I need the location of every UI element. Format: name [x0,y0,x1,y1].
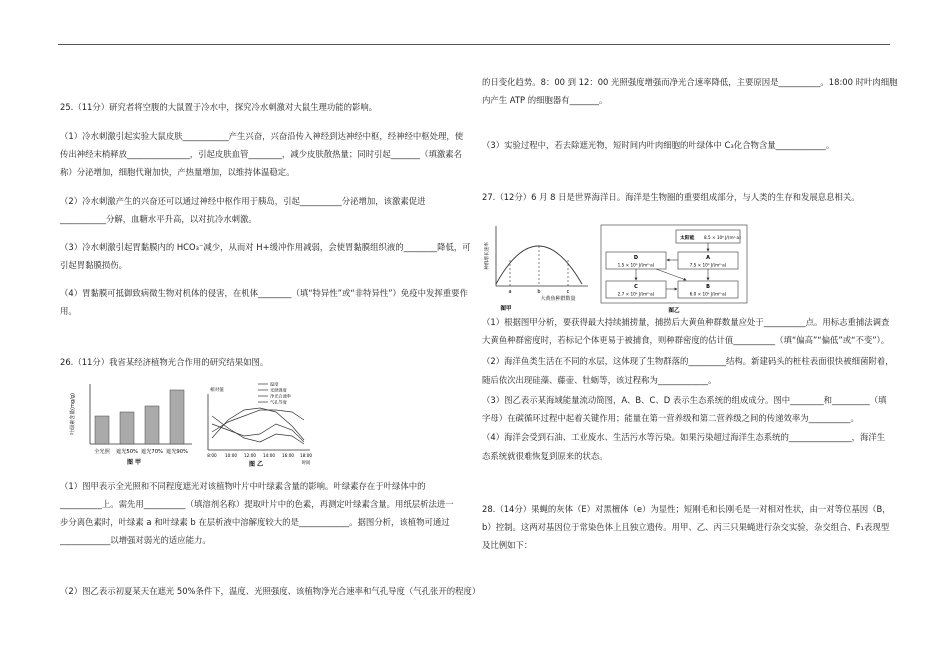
e-A-value: 7.5 × 10⁶ J/(m²·a) [689,262,727,268]
q27-p1-line1: （1）根据图甲分析，要获得最大持续捕捞量，捕捞后大黄鱼种群数量应处于__________点。用标志重捕法调查 [482,317,890,327]
e-caption: 图乙 [668,308,680,314]
q25-p1-line3: 称）分泌增加，细胞代谢加快，产热量增加，以维持体温稳定。 [60,167,295,177]
q26-p1-line2: __________上。需先用__________（填溶剂名称）提取叶片中的色素，再测定叶绿素含量。用纸层析法进一 [60,499,454,509]
e-D-value: 1.5 × 10⁶ J/(m²·a) [617,262,655,268]
q27-p2-line2: 随后依次出现硅藻、藤壶、牡蛎等，该过程称为____________。 [482,375,717,385]
yi-legend-2: 光照强度 [270,387,287,393]
q27-p3-line1: （3）图乙表示某海域能量流动简图，A、B、C、D 表示生态系统的组成成分。图中________和_________（填 [482,395,887,405]
g27-point-b: b [537,289,541,295]
q25-p2-line2: ___________分解，血糖水平升高，以对抗冷水刺激。 [60,214,257,224]
q25-p1-line2: 传出神经末梢释放_______________，引起皮肤血管________，减少皮肤散热量；同时引起_______（填激素名 [60,149,462,159]
q25-title: 25.（11分）研究者将空腹的大鼠置于冷水中，探究冷水刺激对大鼠生理功能的影响。 [60,102,378,112]
g27-point-c: c [566,289,570,295]
yi-series-stomatal [212,416,304,444]
q27-p1-line2: 大黄鱼种群密度时，若标记个体更易于被捕食，则种群密度的估计值__________（填“偏高”“偏低”或“不变”）。 [482,335,890,345]
q25-p3-line2: 引起胃黏膜损伤。 [60,260,127,270]
q25-p2-line1: （2）冷水刺激产生的兴奋还可以通过神经中枢作用于胰岛，引起__________分泌增加，该激素促进 [60,196,426,206]
yi-legend [258,381,292,406]
yi-x-label: 时间 [301,461,311,466]
q25-p3-line1: （3）冷水刺激引起胃黏膜内的 HCO₃⁻减少，从而对 H+缓冲作用减弱，会使胃黏膜组织液的________降低，可 [60,242,471,252]
g27-point-a: a [508,289,512,295]
q28-line1: 28.（14分）果蝇的灰体（E）对黑檀体（e）为显性；短刚毛和长刚毛是一对相对性状，由一对等位基因（B， [482,504,891,514]
q25-p1-line1: （1）冷水刺激引起实验大鼠皮肤___________产生兴奋，兴奋沿传入神经到达神经中枢，经神经中枢处理，使 [60,131,464,141]
figure-yi-line-chart [196,380,314,470]
yi-x-tick-2: 10:00 [224,453,238,458]
yi-x-tick-1: 8:00 [207,453,217,458]
q26-p1-line1: （1）图甲表示全光照和不同程度遮光对该植物叶片中叶绿素含量的影响。叶绿素存在于叶绿体中的 [60,481,426,491]
q26-cont-line2: 内产生 ATP 的细胞器有_______。 [482,95,608,105]
jia-x-tick-1: 全光照 [94,449,110,455]
jia-bar-shade-50 [120,412,134,444]
q27-p4-line1: （4）海洋会受到石油、工业废水、生活污水等污染。如果污染超过海洋生态系统的_______________，海洋生 [482,432,886,442]
e-B-label: B [706,284,710,290]
jia-x-tick-2: 遮光50% [116,449,138,455]
jia-caption: 图 甲 [126,459,142,466]
e-B-value: 6.0 × 10⁵ J/(m²·a) [689,291,727,297]
e-C-value: 2.7 × 10⁵ J/(m²·a) [617,291,655,297]
header-rule [58,44,890,45]
g27-caption: 图甲 [500,306,512,312]
jia-bar-full-light [95,416,109,444]
yi-x-tick-3: 12:00 [243,453,257,458]
figure27-jia-growth-curve [482,222,594,314]
g27-x-label: 大黄鱼种群数量 [540,296,576,302]
q28-line2: b）控制。这两对基因位于常染色体上且独立遗传。用甲、乙、丙三只果蝇进行杂交实验，杂交组合、F₁表现型 [482,522,890,532]
yi-x-tick-4: 14:00 [262,453,276,458]
e-sun-label: 太阳能 [680,236,695,241]
e-C-label: C [634,284,638,290]
figure-jia-bar-chart [68,378,196,470]
yi-x-tick-6: 18:00 [299,453,313,458]
yi-legend-4: 气孔导度 [270,399,287,405]
yi-legend-1: 温度 [270,381,279,387]
q26-cont-line1: 的日变化趋势。8：00 到 12：00 光照强度增强而净光合速率降低，主要原因是__________。18:00 时叶肉细胞 [482,77,898,87]
jia-bar-shade-70 [145,406,159,444]
q27-p2-line1: （2）海洋鱼类生活在不同的水层，这体现了生物群落的_________结构。新建码头的桩柱表面很快被细菌附着， [482,356,894,366]
q26-p3-line1: （3）实验过程中，若去除遮光物，短时间内叶肉细胞的叶绿体中 C₃化合物含量____________。 [482,140,835,150]
e-D-label: D [633,255,639,261]
figure27-yi-energy-flow [600,224,748,316]
q26-title: 26.（11分）我省某经济植物光合作用的研究结果如图。 [60,357,269,367]
q25-p4-line1: （4）胃黏膜可抵御致病微生物对机体的侵害，在机体________（填“特异性”或“非特异性”）免疫中发挥重要作 [60,288,468,298]
q27-p3-line2: 字母）在碳循环过程中起着关键作用；能量在第一营养级和第二营养级之间的传递效率为__________。 [482,413,859,423]
yi-caption: 图 乙 [248,461,264,468]
jia-bar-shade-90 [170,390,184,444]
q26-p1-line3: 步分离色素时，叶绿素 a 和叶绿素 b 在层析液中溶解度较大的是____________。据图分析，该植物可通过 [60,517,450,527]
yi-legend-3: 净光合速率 [270,393,291,399]
q27-title: 27.（12分）6 月 8 日是世界海洋日。海洋是生物圈的重要组成部分，与人类的生存和发展息息相关。 [482,192,860,202]
q26-p1-line4: ____________以增强对弱光的适应能力。 [60,535,211,545]
jia-x-tick-4: 遮光90% [166,449,188,455]
jia-x-tick-3: 遮光70% [141,449,163,455]
e-A-label: A [706,255,710,261]
q27-p4-line2: 态系统就很难恢复到原来的状态。 [482,451,608,461]
q25-p4-line2: 用。 [60,306,77,316]
jia-y-label: 叶绿素含量(mg/g) [70,393,76,435]
yi-y-label: 相对值 [210,388,224,393]
g27-y-label: 种群增长速率 [485,242,490,270]
e-arrow-D-B [656,269,686,280]
yi-x-tick-5: 16:00 [281,453,295,458]
yi-series-light [212,408,304,440]
q28-line3: 及比例如下： [482,540,533,550]
e-sun-value: 8.5 × 10⁸ J/(m²·a) [704,235,741,240]
yi-series-temperature [212,410,304,432]
q26-p2-line1: （2）图乙表示初夏某天在遮光 50%条件下，温度、光照强度、该植物净光合速率和气孔导度（气孔张开的程度） [60,586,481,596]
